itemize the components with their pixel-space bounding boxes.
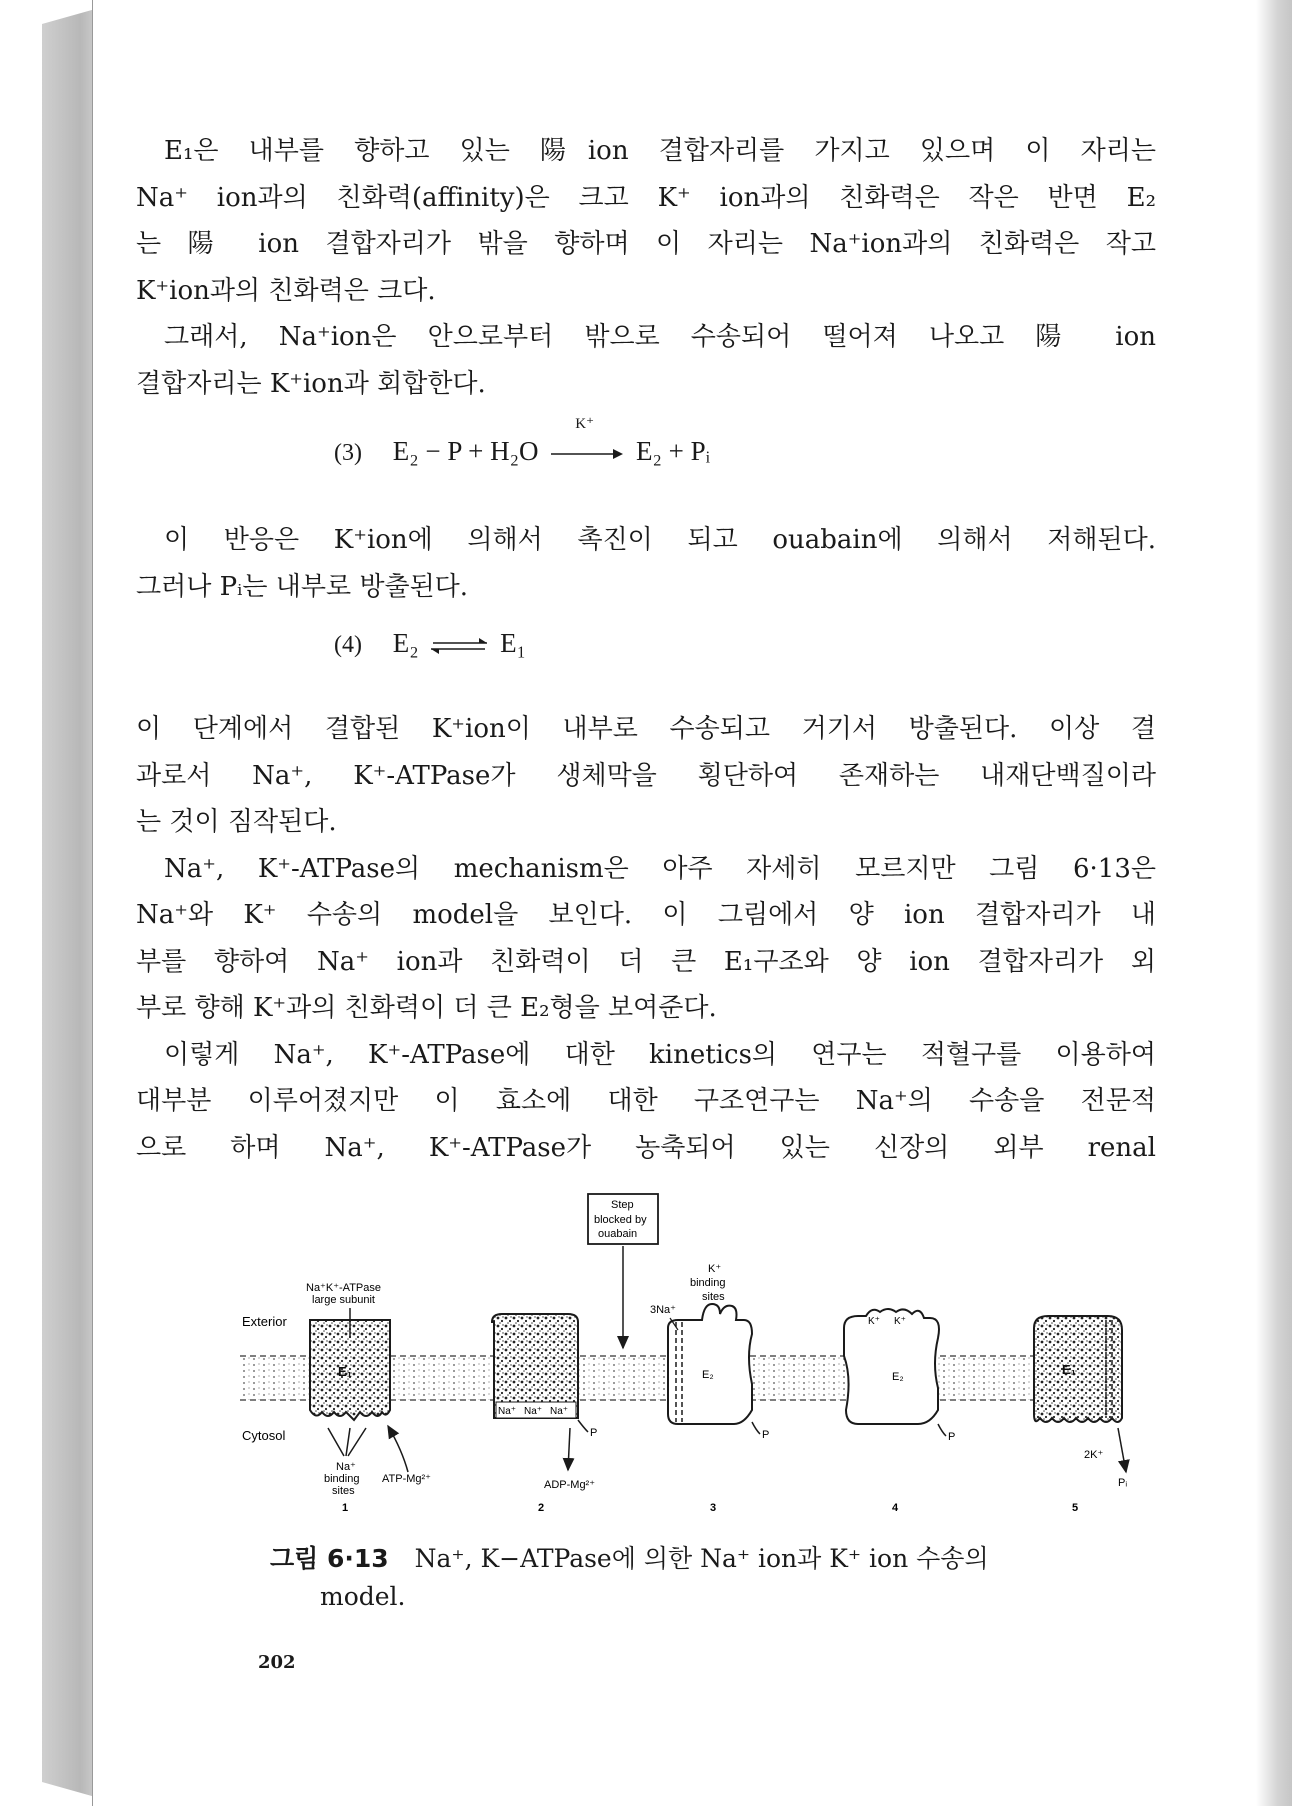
step-number-5: 5: [1072, 1502, 1079, 1514]
equation-3: [334, 416, 711, 467]
p5-line4: 부로 향해 K⁺과의 친화력이 더 큰 E₂형을 보여준다.: [136, 993, 717, 1023]
p6-line3: 으로 하며 Na⁺, K⁺-ATPase가 농축되어 있는 신장의 외부 renal: [136, 1132, 1156, 1163]
k-sites-line2: binding: [690, 1277, 726, 1289]
p2-line2: 결합자리는 K⁺ion과 회합한다.: [136, 368, 486, 399]
3na-label: 3Na⁺: [650, 1304, 676, 1316]
caption-label: 그림 6·13: [270, 1544, 389, 1573]
k-site-1: K⁺: [868, 1316, 880, 1327]
equation-rhs: E₂ + Pᵢ: [636, 436, 711, 466]
p5-line3: 부를 향하여 Na⁺ ion과 친화력이 더 큰 E₁구조와 양 ion 결합자리가 외: [136, 946, 1156, 977]
p-label-4: P: [948, 1431, 956, 1443]
k-site-2: K⁺: [894, 1316, 906, 1327]
equilibrium-arrow: [429, 636, 489, 656]
na-sites-line2: binding: [324, 1473, 360, 1485]
k-sites-line3: sites: [702, 1291, 725, 1303]
equation-number: (3): [334, 440, 362, 466]
p6-line2: 대부분 이루어졌지만 이 효소에 대한 구조연구는 Na⁺의 수송을 전문적: [136, 1086, 1156, 1116]
stage-3-enzyme: [668, 1304, 752, 1424]
p6-line1: 이렇게 Na⁺, K⁺-ATPase에 대한 kinetics의 연구는 적혈구를 이용하여: [164, 1039, 1156, 1070]
na-site-3: Na⁺: [550, 1406, 569, 1417]
page-number: 202: [258, 1652, 296, 1673]
step-box-line1: Step: [611, 1199, 634, 1211]
p-label-2: P: [590, 1427, 598, 1439]
p2-line1: 그래서, Na⁺ion은 안으로부터 밖으로 수송되어 떨어져 나오고 陽 ion: [164, 322, 1156, 352]
equation-lhs: E₂ − P + H₂O: [392, 436, 539, 466]
step-box-line3: ouabain: [598, 1228, 638, 1240]
p4-line2: 과로서 Na⁺, K⁺-ATPase가 생체막을 횡단하여 존재하는 내재단백질이라: [136, 760, 1156, 791]
equation-lhs: E₂: [392, 628, 419, 658]
na-site-2: Na⁺: [524, 1406, 543, 1417]
figure-6-13: [232, 1188, 1142, 1518]
enzyme-label-line1: Na⁺K⁺-ATPase: [306, 1282, 381, 1294]
e2-label-4: E₂: [892, 1371, 904, 1383]
p1-line4: K⁺ion과의 친화력은 크다.: [136, 275, 436, 306]
p5-line1: Na⁺, K⁺-ATPase의 mechanism은 아주 자세히 모르지만 그림 6·13은: [164, 853, 1156, 884]
p5-line2: Na⁺와 K⁺ 수송의 model을 보인다. 이 그림에서 양 ion 결합자리가 내: [136, 900, 1156, 930]
p1-line3: 는 陽 ion 결합자리가 밖을 향하며 이 자리는 Na⁺ion과의 친화력은 작고: [136, 229, 1156, 259]
stage-2-enzyme: [492, 1314, 578, 1418]
p3-line1: 이 반응은 K⁺ion에 의해서 촉진이 되고 ouabain에 의해서 저해된다.: [164, 525, 1156, 555]
step-number-1: 1: [342, 1502, 349, 1514]
e1-label-5: E₁: [1062, 1362, 1077, 1377]
stage-5-enzyme: [1034, 1316, 1122, 1422]
p3-line2: 그러나 Pᵢ는 내부로 방출된다.: [136, 571, 469, 602]
step-number-2: 2: [538, 1502, 545, 1514]
p-label-3: P: [762, 1429, 770, 1441]
p4-line1: 이 단계에서 결합된 K⁺ion이 내부로 수송되고 거기서 방출된다. 이상 결: [136, 714, 1156, 744]
page-edge-shade: [1256, 0, 1292, 1806]
reaction-arrow: [551, 416, 623, 467]
enzyme-label-line2: large subunit: [312, 1294, 375, 1306]
equation-rhs: E₁: [500, 628, 527, 658]
p4-line3: 는 것이 짐작된다.: [136, 807, 337, 837]
2k-label: 2K⁺: [1084, 1449, 1104, 1461]
p1-line1: E₁은 내부를 향하고 있는 陽ion 결합자리를 가지고 있으며 이 자리는: [164, 136, 1156, 166]
body-text: [136, 128, 1156, 1171]
k-sites-line1: K⁺: [708, 1263, 722, 1275]
cytosol-label: Cytosol: [242, 1428, 286, 1443]
atp-label: ATP-Mg²⁺: [382, 1473, 431, 1485]
na-sites-line1: Na⁺: [336, 1461, 356, 1473]
e2-label-3: E₂: [702, 1369, 714, 1381]
step-number-4: 4: [892, 1502, 899, 1514]
step-box-line2: blocked by: [594, 1214, 647, 1226]
step-number-3: 3: [710, 1502, 717, 1514]
exterior-label: Exterior: [242, 1314, 287, 1329]
p1-line2: Na⁺ ion과의 친화력(affinity)은 크고 K⁺ ion과의 친화력은 작은 반면 E₂: [136, 182, 1156, 213]
caption-line2: model.: [320, 1582, 406, 1611]
stage-4-enzyme: [844, 1309, 939, 1424]
pi-label: Pᵢ: [1118, 1477, 1128, 1489]
na-site-1: Na⁺: [498, 1406, 517, 1417]
arrow-label: K⁺: [575, 416, 595, 432]
figure-caption: [270, 1540, 1130, 1616]
na-sites-line3: sites: [332, 1485, 355, 1497]
caption-line1: Na⁺, K−ATPase에 의한 Na⁺ ion과 K⁺ ion 수송의: [414, 1544, 989, 1573]
equation-4: [334, 628, 526, 659]
e1-label: E₁: [338, 1364, 353, 1379]
adp-label: ADP-Mg²⁺: [544, 1479, 596, 1491]
equation-number: (4): [334, 632, 362, 658]
